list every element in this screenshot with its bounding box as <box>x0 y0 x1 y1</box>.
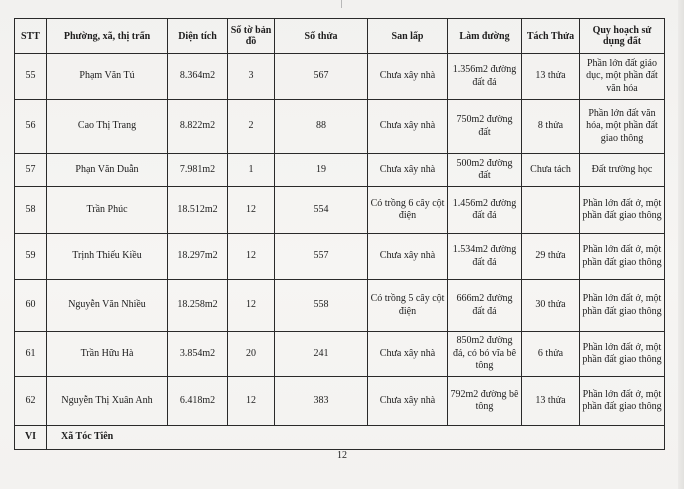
cell-stt: 56 <box>15 100 47 154</box>
cell-stt: 62 <box>15 377 47 426</box>
header-ward: Phường, xã, thị trấn <box>47 19 168 54</box>
cell-planning: Phần lớn đất ở, một phần đất giao thông <box>580 377 665 426</box>
page-edge-shadow <box>678 0 684 489</box>
cell-area: 7.981m2 <box>168 154 228 187</box>
cell-area: 8.364m2 <box>168 54 228 100</box>
cell-planning: Phần lớn đất giáo dục, một phần đất văn hóa <box>580 54 665 100</box>
cell-road: 1.356m2 đường đất đá <box>448 54 522 100</box>
cell-stt: 61 <box>15 332 47 377</box>
header-planning: Quy hoạch sử dụng đất <box>580 19 665 54</box>
cell-plot: 88 <box>275 100 368 154</box>
cell-road: 792m2 đường bê tông <box>448 377 522 426</box>
cell-split: 8 thửa <box>522 100 580 154</box>
cell-map-sheet: 12 <box>228 280 275 332</box>
cell-split: 30 thửa <box>522 280 580 332</box>
cell-stt: 58 <box>15 187 47 234</box>
section-row <box>15 426 665 450</box>
page-number: 12 <box>337 450 347 461</box>
cell-planning: Phần lớn đất ở, một phần đất giao thông <box>580 280 665 332</box>
cell-road: 750m2 đường đất <box>448 100 522 154</box>
section-title: Xã Tóc Tiên <box>47 426 665 450</box>
cell-split: 29 thửa <box>522 234 580 280</box>
cell-area: 8.822m2 <box>168 100 228 154</box>
cell-plot: 383 <box>275 377 368 426</box>
cell-area: 18.258m2 <box>168 280 228 332</box>
cell-plot: 241 <box>275 332 368 377</box>
header-split: Tách Thửa <box>522 19 580 54</box>
cell-map-sheet: 12 <box>228 234 275 280</box>
table-row <box>15 54 665 100</box>
cell-planning: Phần lớn đất ở, một phần đất giao thông <box>580 332 665 377</box>
table-header-row <box>15 19 665 54</box>
table-row <box>15 187 665 234</box>
cell-leveling: Có trồng 6 cây cột điện <box>368 187 448 234</box>
table-row <box>15 100 665 154</box>
cell-name: Phạm Văn Tú <box>47 54 168 100</box>
cell-area: 18.512m2 <box>168 187 228 234</box>
table-row <box>15 154 665 187</box>
cell-leveling: Chưa xây nhà <box>368 332 448 377</box>
cell-leveling: Có trồng 5 cây cột điện <box>368 280 448 332</box>
cell-name: Cao Thị Trang <box>47 100 168 154</box>
header-road: Làm đường <box>448 19 522 54</box>
cell-map-sheet: 12 <box>228 377 275 426</box>
cell-plot: 558 <box>275 280 368 332</box>
cell-name: Trịnh Thiếu Kiều <box>47 234 168 280</box>
cell-map-sheet: 20 <box>228 332 275 377</box>
header-plot: Số thửa <box>275 19 368 54</box>
cell-stt: 59 <box>15 234 47 280</box>
cell-area: 6.418m2 <box>168 377 228 426</box>
cell-name: Nguyễn Thị Xuân Anh <box>47 377 168 426</box>
cell-stt: 57 <box>15 154 47 187</box>
cell-split: 13 thửa <box>522 54 580 100</box>
cell-planning: Đất trường học <box>580 154 665 187</box>
cell-name: Nguyễn Văn Nhiều <box>47 280 168 332</box>
cell-plot: 554 <box>275 187 368 234</box>
cell-leveling: Chưa xây nhà <box>368 154 448 187</box>
land-parcel-table <box>14 18 665 450</box>
cell-plot: 557 <box>275 234 368 280</box>
cell-split: 6 thửa <box>522 332 580 377</box>
cell-planning: Phần lớn đất văn hóa, một phần đất giao thông <box>580 100 665 154</box>
header-leveling: San lấp <box>368 19 448 54</box>
scan-mark <box>341 0 342 8</box>
cell-leveling: Chưa xây nhà <box>368 100 448 154</box>
cell-plot: 19 <box>275 154 368 187</box>
cell-name: Phạn Văn Duẫn <box>47 154 168 187</box>
cell-map-sheet: 2 <box>228 100 275 154</box>
cell-plot: 567 <box>275 54 368 100</box>
header-map-sheet: Số tờ bản đồ <box>228 19 275 54</box>
cell-split: Chưa tách <box>522 154 580 187</box>
cell-map-sheet: 1 <box>228 154 275 187</box>
cell-leveling: Chưa xây nhà <box>368 54 448 100</box>
cell-planning: Phần lớn đất ở, một phần đất giao thông <box>580 187 665 234</box>
cell-road: 1.534m2 đường đất đá <box>448 234 522 280</box>
cell-map-sheet: 12 <box>228 187 275 234</box>
cell-road: 1.456m2 đường đất đá <box>448 187 522 234</box>
cell-planning: Phần lớn đất ở, một phần đất giao thông <box>580 234 665 280</box>
cell-area: 18.297m2 <box>168 234 228 280</box>
cell-stt: 55 <box>15 54 47 100</box>
header-area: Diện tích <box>168 19 228 54</box>
cell-area: 3.854m2 <box>168 332 228 377</box>
cell-leveling: Chưa xây nhà <box>368 234 448 280</box>
table-row <box>15 280 665 332</box>
cell-split: 13 thửa <box>522 377 580 426</box>
table-row <box>15 377 665 426</box>
cell-name: Trần Hữu Hà <box>47 332 168 377</box>
cell-road: 666m2 đường đất đá <box>448 280 522 332</box>
section-stt: VI <box>15 426 47 450</box>
table-row <box>15 332 665 377</box>
cell-road: 500m2 đường đất <box>448 154 522 187</box>
cell-name: Trần Phúc <box>47 187 168 234</box>
cell-stt: 60 <box>15 280 47 332</box>
cell-road: 850m2 đường đá, có bó vĩa bê tông <box>448 332 522 377</box>
table-row <box>15 234 665 280</box>
cell-split <box>522 187 580 234</box>
header-stt: STT <box>15 19 47 54</box>
cell-map-sheet: 3 <box>228 54 275 100</box>
cell-leveling: Chưa xây nhà <box>368 377 448 426</box>
